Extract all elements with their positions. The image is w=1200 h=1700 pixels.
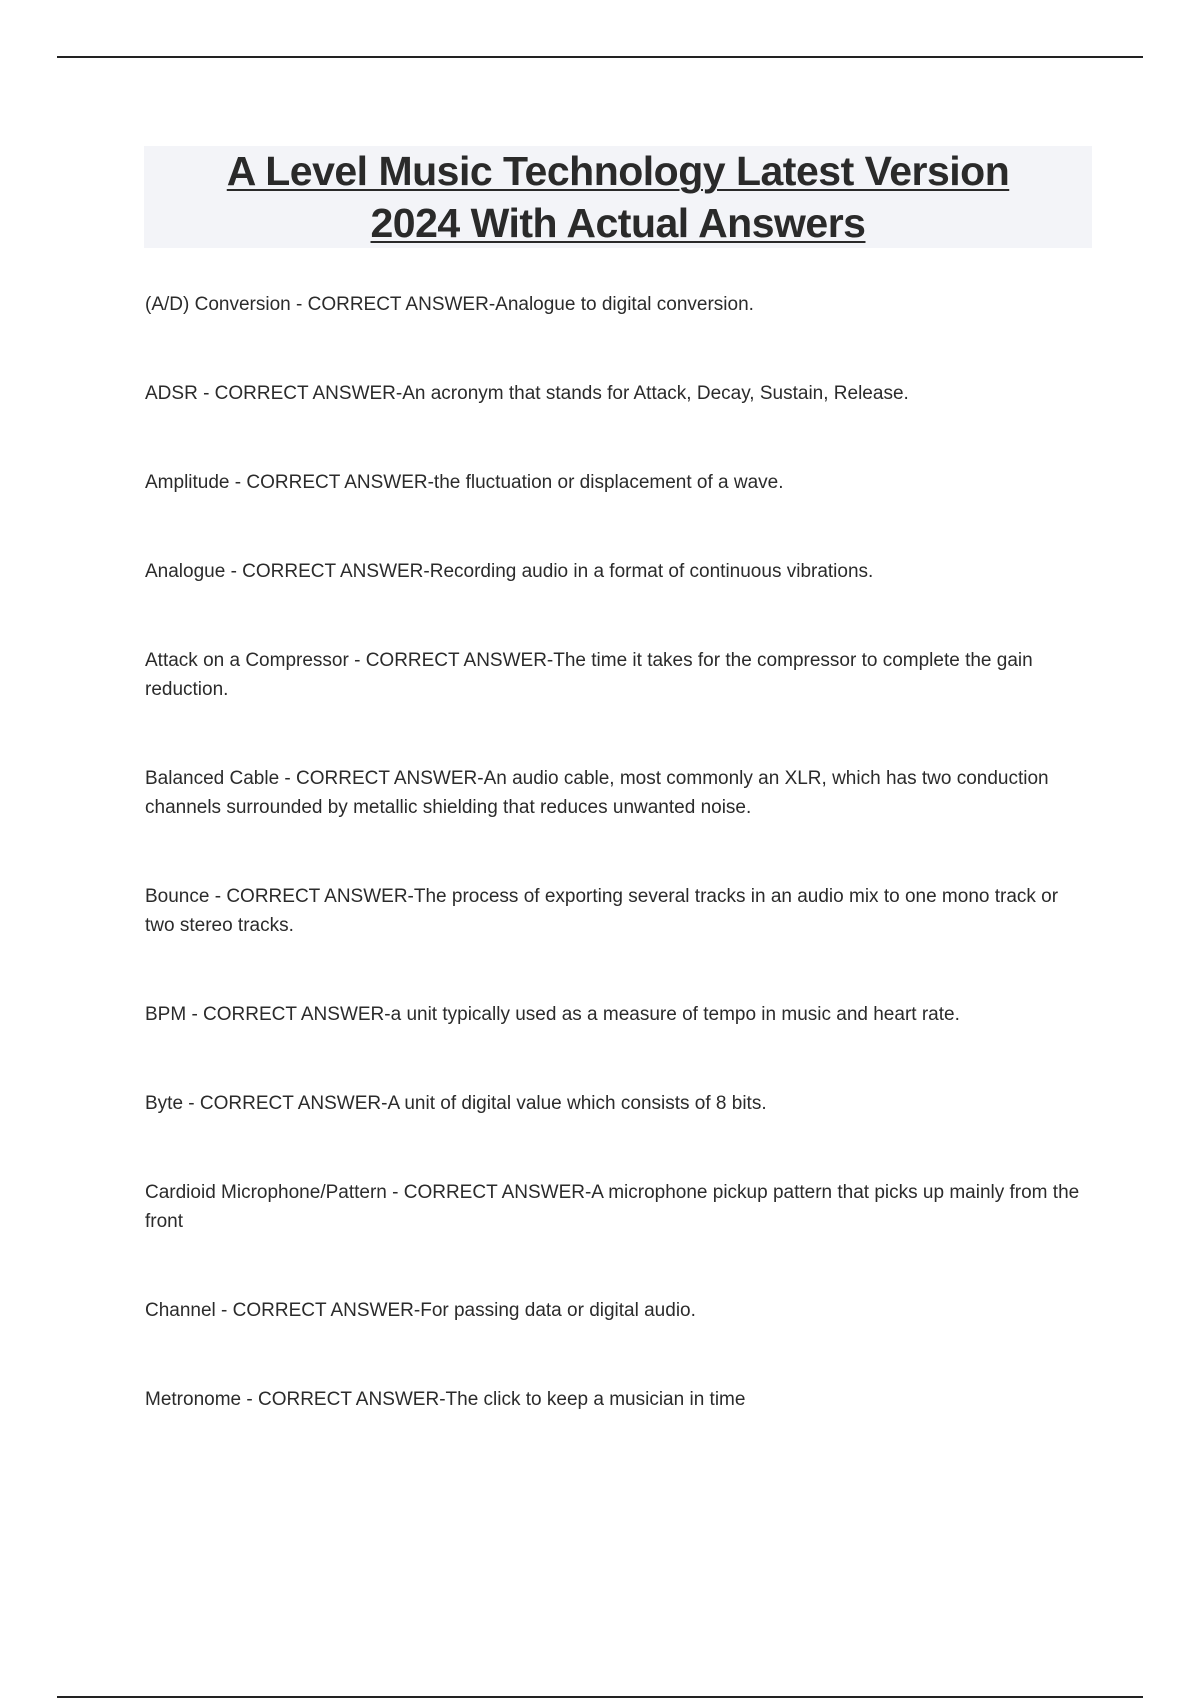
title-banner <box>144 146 1092 248</box>
flashcard-entry-ad-conversion: (A/D) Conversion - CORRECT ANSWER-Analogue to digital conversion. <box>145 294 754 315</box>
flashcard-entry-attack-compressor: Attack on a Compressor - CORRECT ANSWER-The time it takes for the compressor to complete the gain reduction. <box>145 650 1033 700</box>
flashcard-entry-amplitude: Amplitude - CORRECT ANSWER-the fluctuation or displacement of a wave. <box>145 472 784 493</box>
page-title-line-2: 2024 With Actual Answers <box>370 200 866 246</box>
flashcard-entry-balanced-cable: Balanced Cable - CORRECT ANSWER-An audio cable, most commonly an XLR, which has two conduction channels surrounded by metallic shielding that reduces unwanted noise. <box>145 768 1049 818</box>
flashcard-entry-bpm: BPM - CORRECT ANSWER-a unit typically used as a measure of tempo in music and heart rate. <box>145 1004 960 1025</box>
flashcard-entry-bounce: Bounce - CORRECT ANSWER-The process of exporting several tracks in an audio mix to one mono track or two stereo tracks. <box>145 886 1059 936</box>
bottom-divider <box>57 1696 1143 1698</box>
flashcard-entry-metronome: Metronome - CORRECT ANSWER-The click to keep a musician in time <box>145 1389 746 1410</box>
top-divider <box>57 56 1143 58</box>
flashcard-entry-channel: Channel - CORRECT ANSWER-For passing data or digital audio. <box>145 1300 696 1321</box>
flashcard-entry-adsr: ADSR - CORRECT ANSWER-An acronym that stands for Attack, Decay, Sustain, Release. <box>145 383 909 404</box>
flashcard-entry-analogue: Analogue - CORRECT ANSWER-Recording audio in a format of continuous vibrations. <box>145 561 874 582</box>
flashcard-entry-cardioid: Cardioid Microphone/Pattern - CORRECT ANSWER-A microphone pickup pattern that picks up mainly from the front <box>145 1182 1080 1232</box>
flashcard-list <box>145 290 1080 1474</box>
page-title-line-1: A Level Music Technology Latest Version <box>226 148 1010 194</box>
flashcard-entry-byte: Byte - CORRECT ANSWER-A unit of digital value which consists of 8 bits. <box>145 1093 767 1114</box>
page-title <box>227 145 1009 249</box>
